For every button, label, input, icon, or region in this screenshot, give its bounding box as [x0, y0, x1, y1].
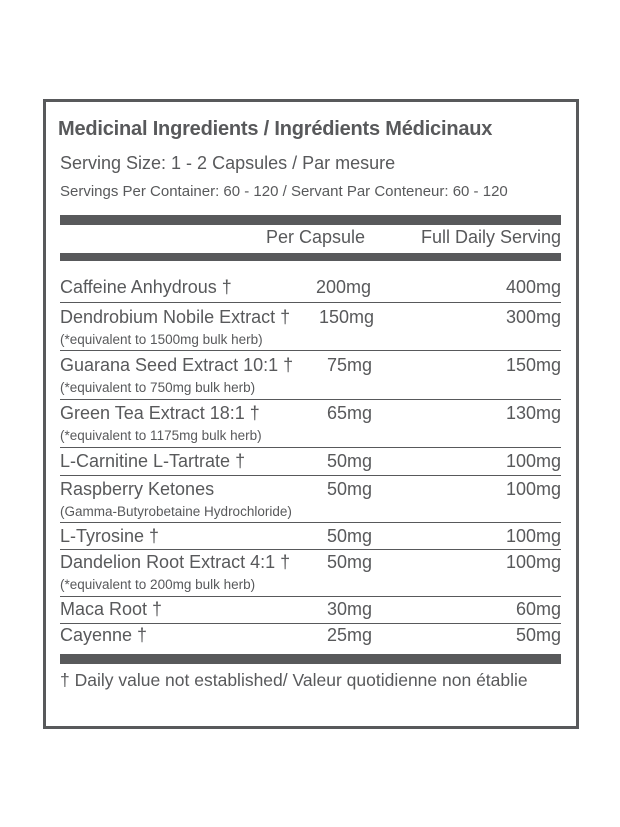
header-bottom-bar [60, 253, 561, 261]
ingredient-name: L-Carnitine L-Tartrate † [60, 451, 246, 471]
ingredient-per-capsule: 50mg [327, 479, 373, 499]
row-divider [60, 549, 561, 550]
ingredient-name: Cayenne † [60, 625, 148, 645]
ingredient-name: Dandelion Root Extract 4:1 † [60, 552, 291, 572]
row-divider [60, 522, 561, 523]
ingredient-full-daily: 100mg [505, 526, 561, 546]
ingredient-per-capsule: 75mg [327, 355, 373, 375]
ingredient-full-daily: 100mg [505, 552, 561, 572]
servings-per-container: Servings Per Container: 60 - 120 / Servant Par Conteneur: 60 - 120 [60, 183, 508, 200]
row-divider [60, 623, 561, 624]
ingredient-name: Guarana Seed Extract 10:1 † [60, 355, 294, 375]
serving-size: Serving Size: 1 - 2 Capsules / Par mesure [60, 153, 396, 173]
column-header-per-capsule: Per Capsule [266, 227, 366, 247]
ingredient-name: Caffeine Anhydrous † [60, 277, 232, 297]
ingredient-per-capsule: 65mg [327, 403, 373, 423]
ingredient-full-daily: 300mg [505, 307, 561, 327]
ingredient-full-daily: 60mg [515, 599, 561, 619]
ingredient-full-daily: 100mg [505, 479, 561, 499]
row-divider [60, 475, 561, 476]
ingredient-name: L-Tyrosine † [60, 526, 160, 546]
header-top-bar [60, 215, 561, 225]
ingredient-name: Maca Root † [60, 599, 163, 619]
ingredient-note: (Gamma-Butyrobetaine Hydrochloride) [60, 504, 292, 519]
row-divider [60, 447, 561, 448]
row-divider [60, 596, 561, 597]
ingredient-per-capsule: 150mg [319, 307, 375, 327]
footer-bar [60, 654, 561, 664]
ingredient-note: (*equivalent to 750mg bulk herb) [60, 380, 256, 395]
ingredient-full-daily: 400mg [505, 277, 561, 297]
panel-title: Medicinal Ingredients / Ingrédients Médicinaux [58, 118, 493, 140]
column-header-full-daily: Full Daily Serving [420, 227, 561, 247]
ingredient-full-daily: 150mg [505, 355, 561, 375]
ingredient-name: Green Tea Extract 18:1 † [60, 403, 260, 423]
ingredient-note: (*equivalent to 1500mg bulk herb) [60, 332, 263, 347]
ingredient-full-daily: 100mg [505, 451, 561, 471]
ingredient-per-capsule: 200mg [316, 277, 372, 297]
ingredient-full-daily: 130mg [505, 403, 561, 423]
row-divider [60, 399, 561, 400]
ingredient-full-daily: 50mg [515, 625, 561, 645]
ingredient-per-capsule: 25mg [327, 625, 373, 645]
row-divider [60, 350, 561, 351]
ingredient-per-capsule: 30mg [327, 599, 373, 619]
ingredient-name: Dendrobium Nobile Extract † [60, 307, 291, 327]
ingredient-name: Raspberry Ketones [60, 479, 215, 499]
ingredient-per-capsule: 50mg [327, 552, 373, 572]
footnote: † Daily value not established/ Valeur quotidienne non établie [60, 670, 528, 690]
ingredient-per-capsule: 50mg [327, 451, 373, 471]
ingredient-note: (*equivalent to 1175mg bulk herb) [60, 428, 262, 443]
ingredient-note: (*equivalent to 200mg bulk herb) [60, 577, 256, 592]
row-divider [60, 302, 561, 303]
ingredient-per-capsule: 50mg [327, 526, 373, 546]
